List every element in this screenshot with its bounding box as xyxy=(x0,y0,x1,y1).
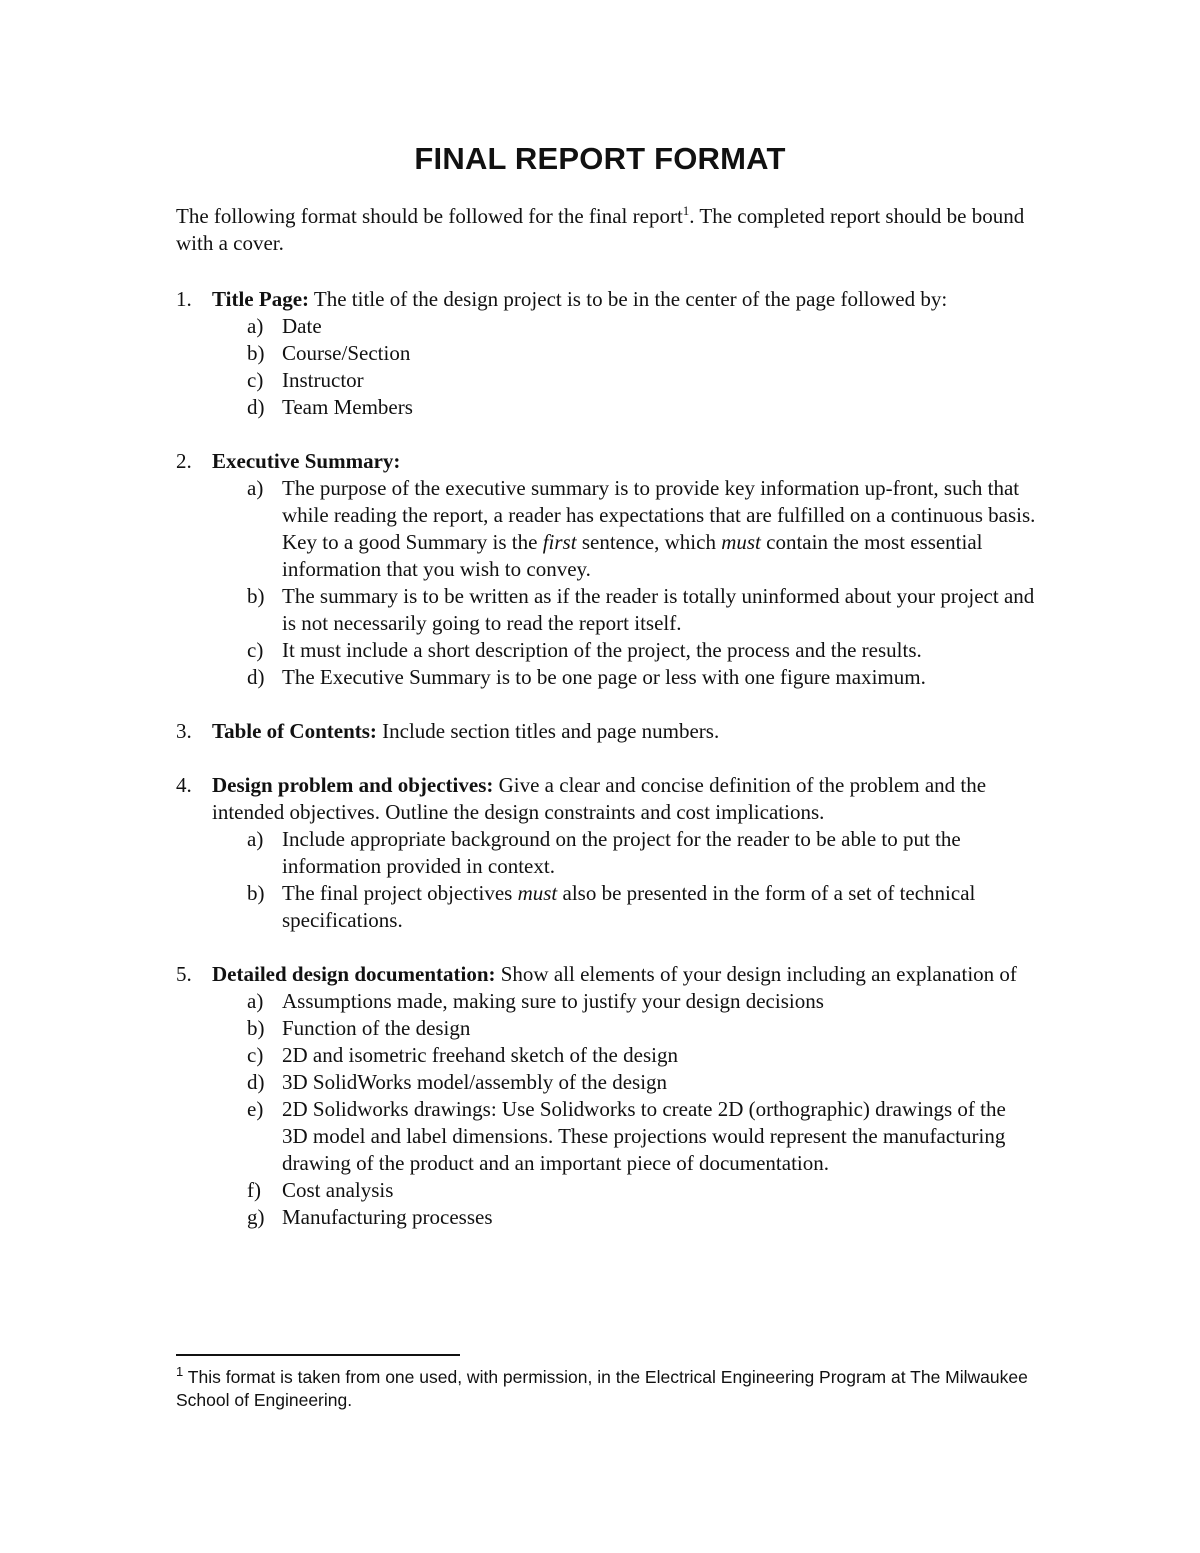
list-item-text: 3D SolidWorks model/assembly of the design xyxy=(282,1070,668,1094)
list-item-marker: f) xyxy=(247,1178,261,1202)
list-item-text: Cost analysis xyxy=(282,1178,394,1202)
list-item-text: Course/Section xyxy=(282,341,411,365)
section-text: Give a clear and concise definition of the problem and the intended objectives. Outline the design constraints and cost implications. xyxy=(212,773,987,824)
list-item xyxy=(247,1069,1036,1096)
section-text: Include section titles and page numbers. xyxy=(376,719,720,743)
list-item-marker: d) xyxy=(247,1070,265,1094)
footnote-divider xyxy=(176,1354,460,1356)
list-item xyxy=(247,826,1036,880)
list-item-marker: e) xyxy=(247,1097,264,1121)
list-item-marker: g) xyxy=(247,1205,265,1229)
list-item-text: It must include a short description of the project, the process and the results. xyxy=(282,638,922,662)
list-item xyxy=(247,367,1036,394)
list-item xyxy=(247,340,1036,367)
list-item-text: The purpose of the executive summary is to provide key information up-front, such that while reading the report, a reader has expectations that are fulfilled on a continuous basis. Key to a good Summary is the xyxy=(282,476,1036,554)
section-heading: Table of Contents: xyxy=(212,719,377,743)
list-item-text: Date xyxy=(282,314,322,338)
section-number: 5. xyxy=(176,962,192,986)
list-item-marker: b) xyxy=(247,341,265,365)
list-item-marker: b) xyxy=(247,881,265,905)
sub-list xyxy=(212,826,1036,934)
list-item xyxy=(247,1015,1036,1042)
section-number: 4. xyxy=(176,773,192,797)
section-4 xyxy=(176,772,1036,934)
section-5 xyxy=(176,961,1036,1231)
emphasis-text: must xyxy=(721,530,761,554)
list-item-marker: a) xyxy=(247,314,264,338)
sub-list xyxy=(212,988,1036,1231)
emphasis-text: first xyxy=(542,530,577,554)
list-item-text: Instructor xyxy=(282,368,364,392)
list-item xyxy=(247,880,1036,934)
list-item xyxy=(247,1177,1036,1204)
section-text: Show all elements of your design including an explanation of xyxy=(495,962,1017,986)
section-heading: Detailed design documentation: xyxy=(212,962,496,986)
list-item xyxy=(247,637,1036,664)
section-number: 1. xyxy=(176,287,192,311)
list-item-marker: a) xyxy=(247,827,264,851)
section-heading: Title Page: xyxy=(212,287,310,311)
intro-text-continued: . The completed report should be bound with a cover. xyxy=(176,204,1025,255)
list-item-text: Assumptions made, making sure to justify your design decisions xyxy=(282,989,824,1013)
intro-text: The following format should be followed for the final report xyxy=(176,204,683,228)
footnote-marker: 1 xyxy=(176,1364,184,1380)
list-item xyxy=(247,583,1036,637)
list-item-text: sentence, which xyxy=(576,530,722,554)
list-item xyxy=(247,1042,1036,1069)
intro-paragraph xyxy=(176,203,1036,257)
list-item xyxy=(247,1204,1036,1231)
list-item-text: 2D Solidworks drawings: Use Solidworks to create 2D (orthographic) drawings of the 3D model and label dimensions. These projections would represent the manufacturing drawing of the product and an important piece of documentation. xyxy=(282,1097,1006,1175)
footnote xyxy=(176,1366,1036,1412)
sub-list xyxy=(212,475,1036,691)
list-item-marker: a) xyxy=(247,989,264,1013)
list-item-marker: c) xyxy=(247,1043,264,1067)
list-item-marker: b) xyxy=(247,1016,265,1040)
section-list xyxy=(176,286,1036,1258)
list-item-text: The summary is to be written as if the reader is totally uninformed about your project and is not necessarily going to read the report itself. xyxy=(282,584,1035,635)
list-item-marker: d) xyxy=(247,395,265,419)
list-item-text: The final project objectives xyxy=(282,881,518,905)
list-item xyxy=(247,664,1036,691)
list-item-text: Include appropriate background on the project for the reader to be able to put the information provided in context. xyxy=(282,827,961,878)
list-item-text: 2D and isometric freehand sketch of the design xyxy=(282,1043,678,1067)
list-item xyxy=(247,988,1036,1015)
section-number: 3. xyxy=(176,719,192,743)
emphasis-text: must xyxy=(517,881,558,905)
list-item-marker: c) xyxy=(247,638,264,662)
list-item-text: The Executive Summary is to be one page or less with one figure maximum. xyxy=(282,665,926,689)
list-item-marker: a) xyxy=(247,476,264,500)
section-heading: Executive Summary: xyxy=(212,449,401,473)
list-item xyxy=(247,475,1036,583)
section-2 xyxy=(176,448,1036,691)
section-number: 2. xyxy=(176,449,192,473)
list-item xyxy=(247,1096,1036,1177)
section-text: The title of the design project is to be in the center of the page followed by: xyxy=(309,287,948,311)
sub-list xyxy=(212,313,1036,421)
list-item-text: contain the most essential information that you wish to convey. xyxy=(282,530,983,581)
list-item-marker: b) xyxy=(247,584,265,608)
section-1 xyxy=(176,286,1036,421)
section-3 xyxy=(176,718,1036,745)
list-item-text: Function of the design xyxy=(282,1016,471,1040)
footnote-reference: 1 xyxy=(682,203,690,218)
list-item xyxy=(247,313,1036,340)
list-item-marker: d) xyxy=(247,665,265,689)
section-heading: Design problem and objectives: xyxy=(212,773,494,797)
footnote-text: This format is taken from one used, with permission, in the Electrical Engineering Program at The Milwaukee School of Engineering. xyxy=(176,1367,1028,1410)
list-item-text: Manufacturing processes xyxy=(282,1205,493,1229)
list-item xyxy=(247,394,1036,421)
list-item-text: also be presented in the form of a set of technical specifications. xyxy=(282,881,976,932)
list-item-marker: c) xyxy=(247,368,264,392)
page-title: FINAL REPORT FORMAT xyxy=(414,141,786,176)
list-item-text: Team Members xyxy=(282,395,413,419)
